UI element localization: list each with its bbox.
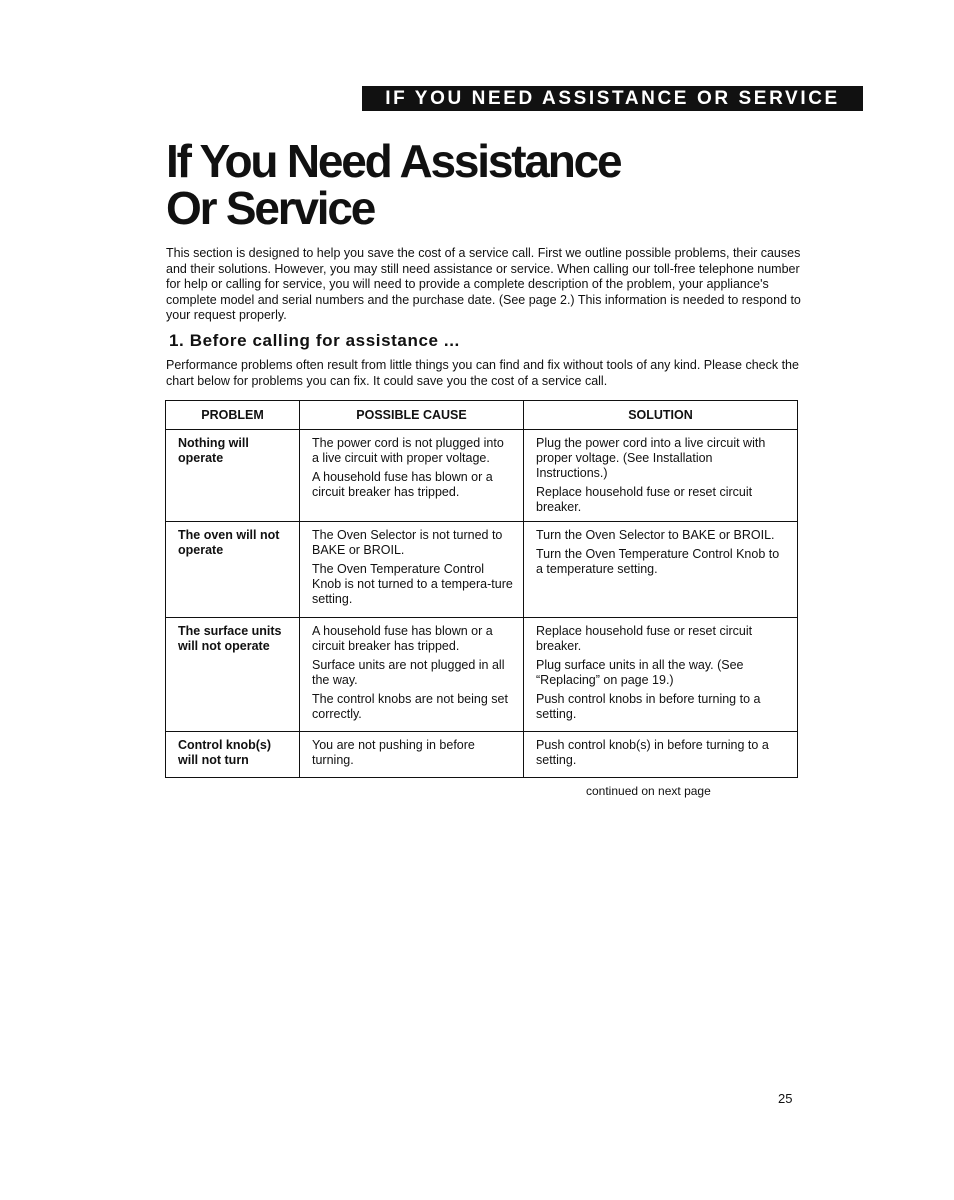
cause-cell [300, 430, 524, 522]
intro-paragraph: This section is designed to help you save the cost of a service call. First we outline possible problems, their causes and their solutions. However, you may still need assistance or service. When calling our toll-free telephone number for help or calling for service, you will need to provide a complete description of the problem, your appliance's complete model and serial numbers and the purchase date. (See page 2.) This information is needed to respond to your request properly. [166, 246, 801, 322]
cause-cell [300, 732, 524, 778]
section-header-banner: IF YOU NEED ASSISTANCE OR SERVICE [362, 86, 863, 111]
problem-cell: Nothing will operate [166, 430, 300, 522]
table-row [166, 618, 798, 732]
cause-text: The control knobs are not being set correctly. [312, 692, 508, 721]
solution-text: Push control knobs in before turning to a setting. [536, 692, 761, 721]
page-title-line-2: Or Service [166, 182, 375, 234]
page-title [166, 135, 621, 234]
solution-cell [524, 522, 798, 618]
problem-cell: The surface units will not operate [166, 618, 300, 732]
solution-text: Turn the Oven Selector to BAKE or BROIL. [536, 528, 775, 542]
troubleshooting-table [165, 400, 798, 778]
header-solution: SOLUTION [524, 401, 798, 430]
section-paragraph: Performance problems often result from little things you can find and fix without tools of any kind. Please check the chart below for problems you can fix. It could save you the cost of a service call. [166, 358, 799, 388]
solution-cell [524, 732, 798, 778]
cause-text: You are not pushing in before turning. [312, 738, 475, 767]
table-header-row [166, 401, 798, 430]
problem-cell: Control knob(s) will not turn [166, 732, 300, 778]
solution-text: Plug surface units in all the way. (See “Replacing” on page 19.) [536, 658, 744, 687]
cause-cell [300, 522, 524, 618]
solution-cell [524, 618, 798, 732]
solution-text: Turn the Oven Temperature Control Knob to a temperature setting. [536, 547, 780, 576]
solution-text: Plug the power cord into a live circuit with proper voltage. (See Installation Instructions.) [536, 436, 766, 480]
solution-cell [524, 430, 798, 522]
section-heading: 1. Before calling for assistance ... [169, 331, 460, 350]
cause-cell [300, 618, 524, 732]
table-row [166, 430, 798, 522]
page-title-line-1: If You Need Assistance [166, 135, 621, 187]
table-row [166, 522, 798, 618]
cause-text: The power cord is not plugged into a live circuit with proper voltage. [312, 436, 504, 465]
page-number: 25 [778, 1091, 793, 1106]
problem-cell: The oven will not operate [166, 522, 300, 618]
cause-text: The Oven Temperature Control Knob is not turned to a tempera-ture setting. [312, 562, 513, 606]
cause-text: A household fuse has blown or a circuit breaker has tripped. [312, 470, 493, 499]
solution-text: Replace household fuse or reset circuit breaker. [536, 624, 753, 653]
header-possible-cause: POSSIBLE CAUSE [300, 401, 524, 430]
continued-note: continued on next page [586, 784, 711, 798]
solution-text: Replace household fuse or reset circuit breaker. [536, 485, 753, 514]
solution-text: Push control knob(s) in before turning to a setting. [536, 738, 769, 767]
header-problem: PROBLEM [166, 401, 300, 430]
cause-text: The Oven Selector is not turned to BAKE or BROIL. [312, 528, 503, 557]
table-row [166, 732, 798, 778]
cause-text: Surface units are not plugged in all the way. [312, 658, 505, 687]
cause-text: A household fuse has blown or a circuit breaker has tripped. [312, 624, 493, 653]
